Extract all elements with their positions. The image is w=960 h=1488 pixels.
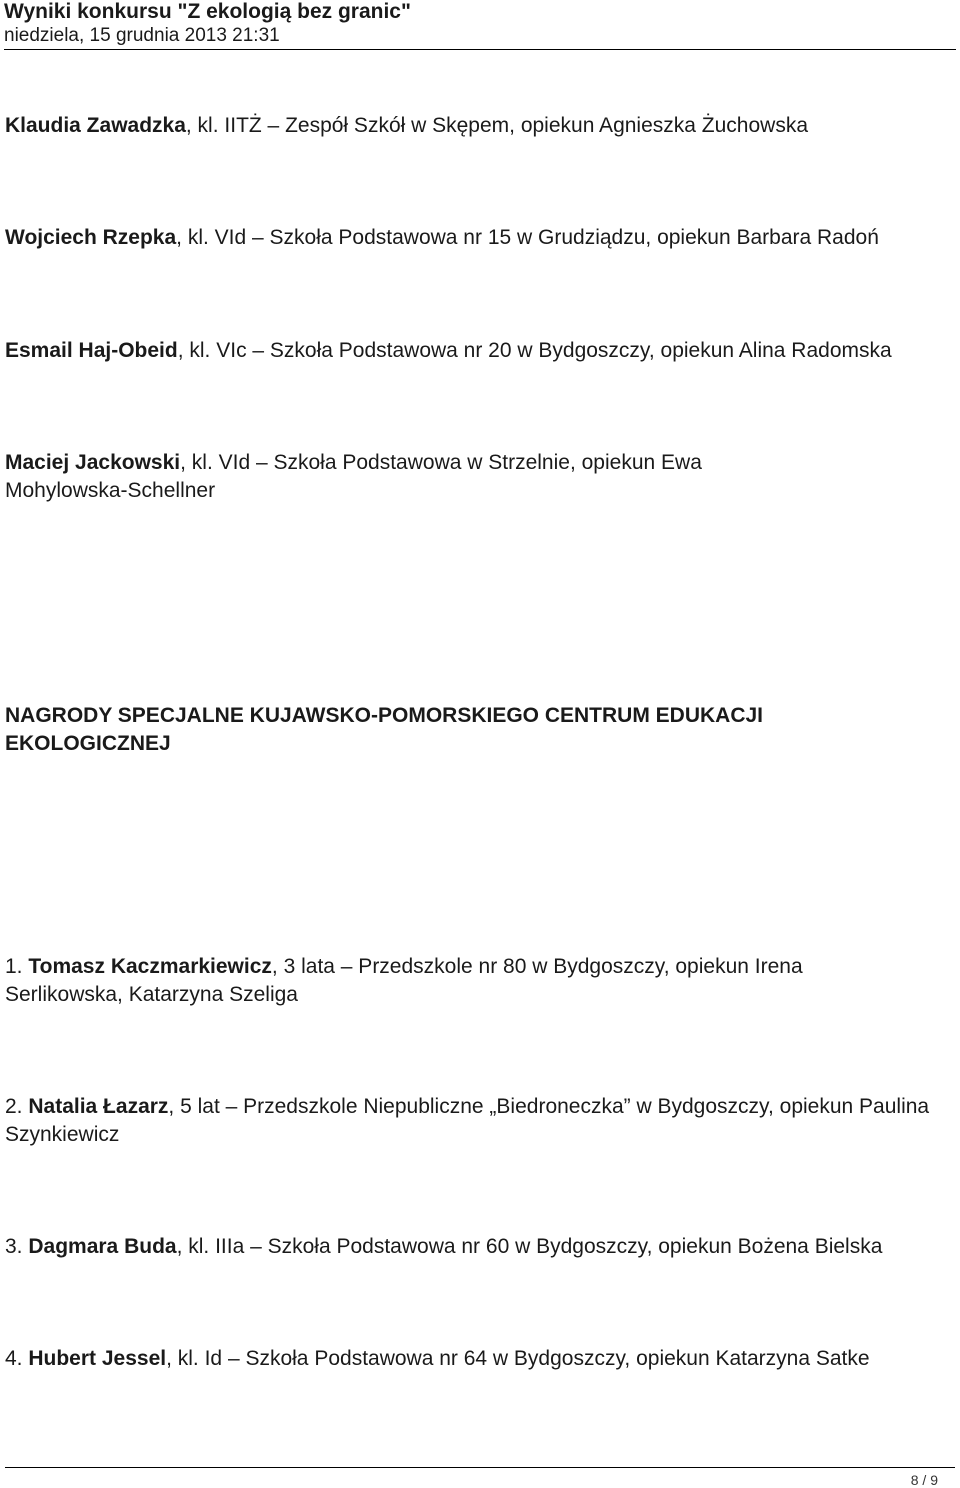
winner-entry — [5, 337, 955, 365]
winner-name: Dagmara Buda — [28, 1235, 177, 1258]
winner-details: , kl. IITŻ – Zespół Szkół w Skępem, opiekun Agnieszka Żuchowska — [185, 114, 808, 137]
winner-details: , kl. VId – Szkoła Podstawowa nr 15 w Grudziądzu, opiekun Barbara Radoń — [176, 226, 879, 249]
special-award-entry — [5, 1093, 935, 1149]
winner-entry — [5, 112, 955, 140]
entry-number: 3. — [5, 1235, 23, 1258]
winner-name: Wojciech Rzepka — [5, 226, 177, 249]
special-award-entry — [5, 953, 885, 1009]
header-divider — [4, 49, 956, 50]
winner-entry — [5, 449, 785, 505]
winner-details: , kl. IIIa – Szkoła Podstawowa nr 60 w Bydgoszczy, opiekun Bożena Bielska — [176, 1235, 883, 1258]
special-award-entry — [5, 1233, 955, 1261]
page-number: 8 / 9 — [910, 1472, 938, 1488]
page-header — [4, 0, 956, 48]
footer-divider — [5, 1467, 955, 1468]
entry-number: 1. — [5, 955, 23, 978]
winner-details: , kl. Id – Szkoła Podstawowa nr 64 w Bydgoszczy, opiekun Katarzyna Satke — [166, 1347, 870, 1370]
winner-name: Natalia Łazarz — [28, 1095, 169, 1118]
winner-entry — [5, 224, 955, 252]
document-title: Wyniki konkursu "Z ekologią bez granic" — [4, 0, 411, 23]
winner-details: , 5 lat – Przedszkole Niepubliczne „Biedroneczka” w Bydgoszczy, opiekun Paulina Szynkiewicz — [5, 1095, 930, 1146]
winner-details: , kl. VId – Szkoła Podstawowa w Strzelnie, opiekun Ewa Mohylowska-Schellner — [5, 451, 702, 502]
special-award-entry — [5, 1345, 955, 1373]
winner-name: Hubert Jessel — [28, 1347, 167, 1370]
winner-name: Esmail Haj-Obeid — [5, 339, 178, 362]
winner-name: Klaudia Zawadzka — [5, 114, 186, 137]
special-awards-heading: NAGRODY SPECJALNE KUJAWSKO-POMORSKIEGO CENTRUM EDUKACJI EKOLOGICZNEJ — [5, 704, 764, 755]
winner-details: , 3 lata – Przedszkole nr 80 w Bydgoszczy, opiekun Irena Serlikowska, Katarzyna Szeliga — [5, 955, 803, 1006]
winner-name: Tomasz Kaczmarkiewicz — [28, 955, 272, 978]
winner-name: Maciej Jackowski — [5, 451, 181, 474]
entry-number: 2. — [5, 1095, 23, 1118]
document-date: niedziela, 15 grudnia 2013 21:31 — [4, 25, 280, 46]
winner-details: , kl. VIc – Szkoła Podstawowa nr 20 w Bydgoszczy, opiekun Alina Radomska — [177, 339, 892, 362]
entry-number: 4. — [5, 1347, 23, 1370]
